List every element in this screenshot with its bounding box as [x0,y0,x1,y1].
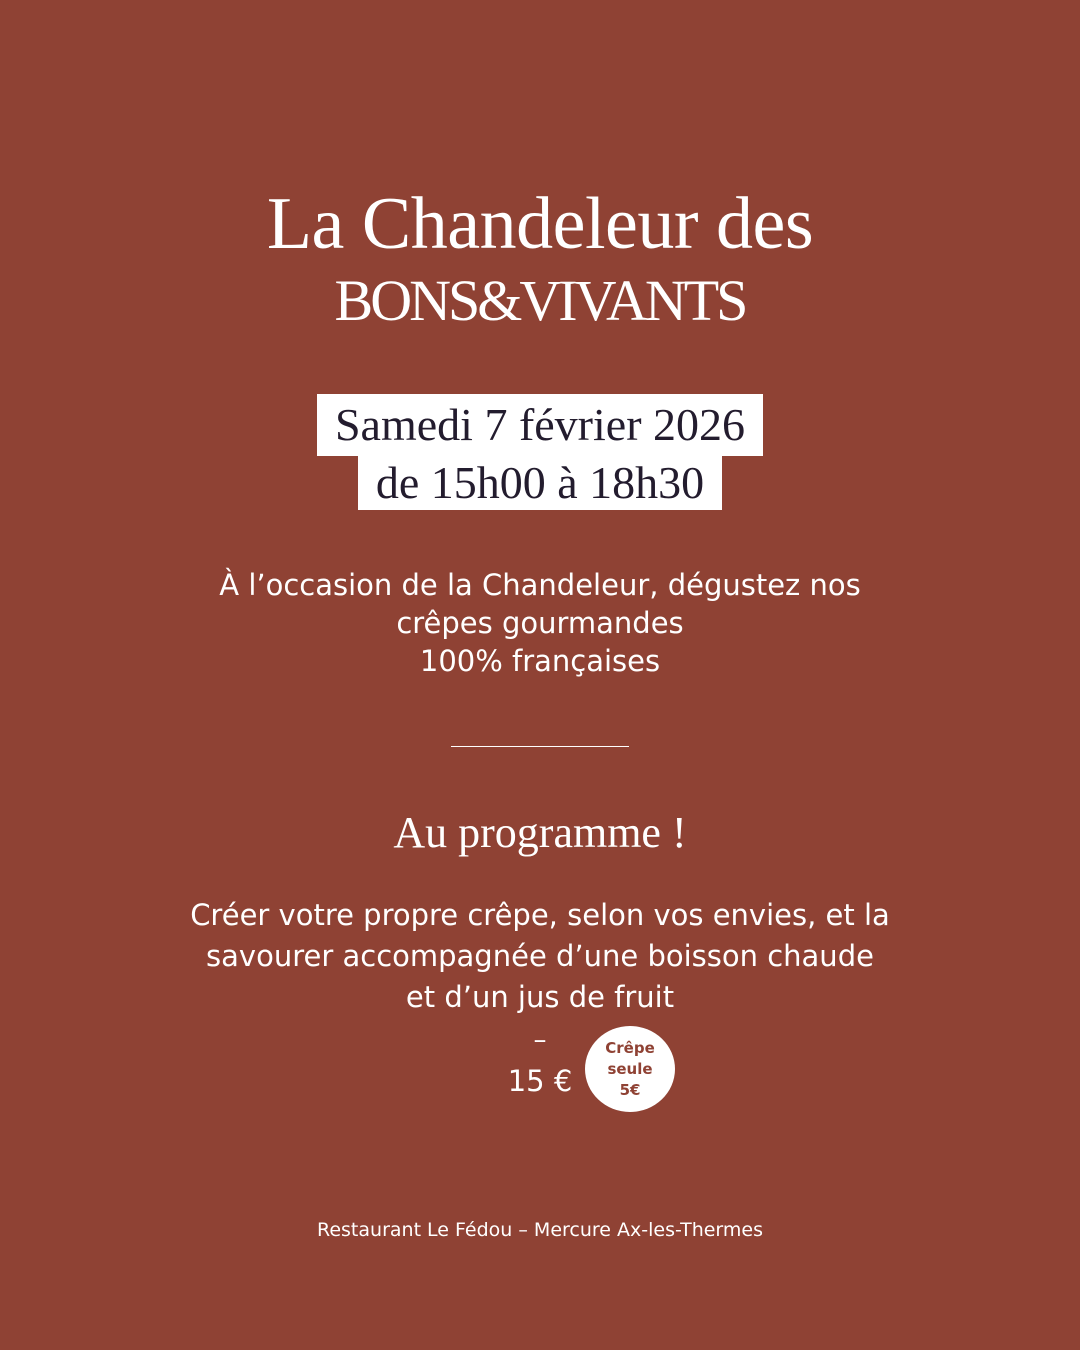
brand-logo-text: BONS&VIVANTS [334,268,746,333]
badge-price: 5€ [619,1080,641,1099]
programme-heading: Au programme ! [393,808,687,857]
dash-separator: – [533,1025,547,1055]
intro-text [0,566,1080,680]
intro-line: 100% françaises [419,644,661,678]
event-time: de 15h00 à 18h30 [358,456,722,510]
intro-line: À l’occasion de la Chandeleur, dégustez nos [219,568,861,602]
price: 15 € [507,1064,573,1098]
badge-line: seule [607,1059,653,1078]
event-date: Samedi 7 février 2026 [317,394,763,456]
event-title-line1: La Chandeleur des [266,183,814,265]
badge-line: Crêpe [605,1038,655,1057]
date-block [0,394,1080,510]
programme-line: Créer votre propre crêpe, selon vos envies, et la [190,898,890,932]
programme-line: savourer accompagnée d’une boisson chaude [206,939,874,973]
footer-venue: Restaurant Le Fédou – Mercure Ax-les-Thermes [317,1219,763,1241]
divider [451,746,629,747]
programme-line: et d’un jus de fruit [405,980,675,1014]
intro-line: crêpes gourmandes [396,606,684,640]
programme-description [0,895,1080,1018]
crepe-only-badge [585,1026,675,1112]
